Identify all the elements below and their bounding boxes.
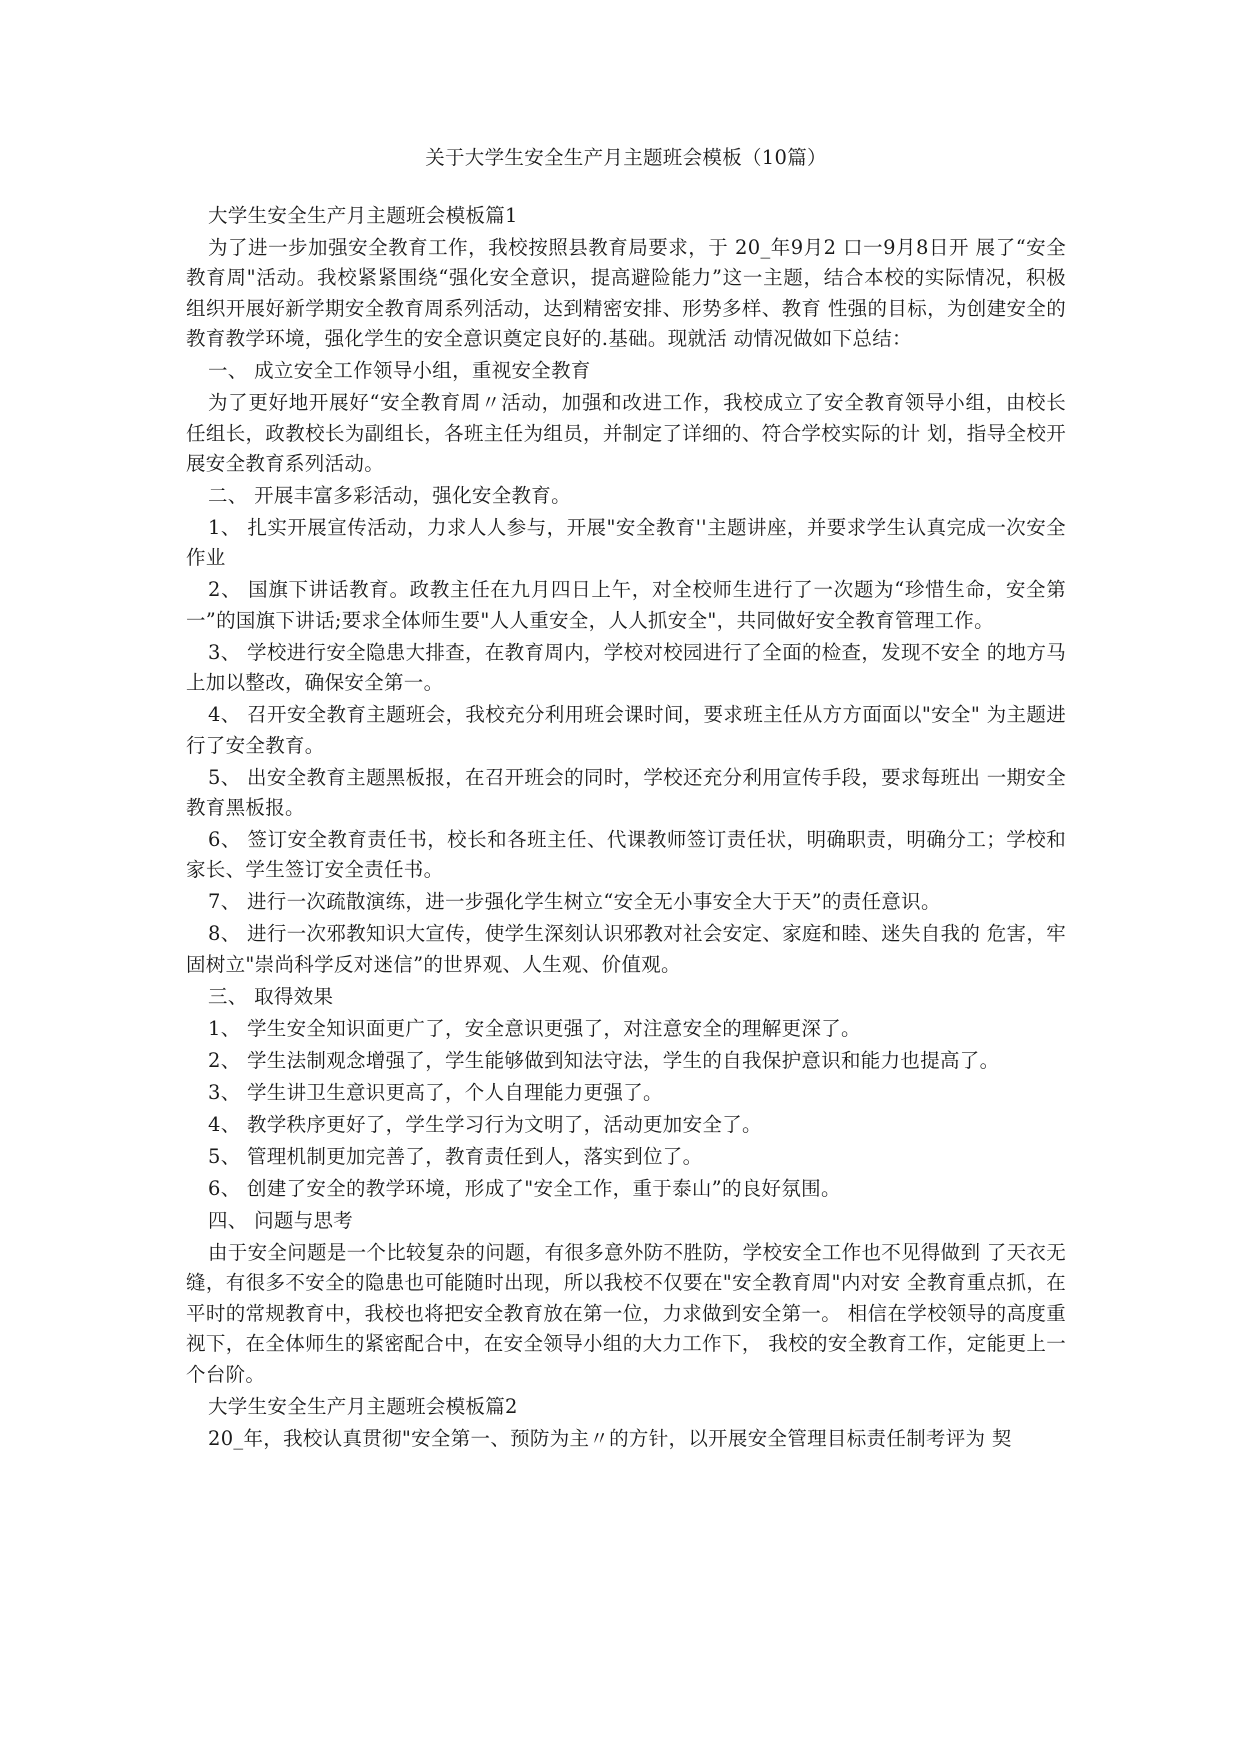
list-item: 4、 召开安全教育主题班会，我校充分利用班会课时间，要求班主任从方方面面以"安全" 为主题进行了安全教育。: [186, 703, 1066, 757]
list-item: 6、 创建了安全的教学环境，形成了"安全工作，重于泰山”的良好氛围。: [208, 1176, 841, 1200]
list-item: 6、 签订安全教育责任书，校长和各班主任、代课教师签订责任状，明确职责，明确分工；学校和家长、学生签订安全责任书。: [186, 828, 1066, 882]
paragraph: 20_年，我校认真贯彻"安全第一、预防为主〃的方针，以开展安全管理目标责任制考评为 契: [208, 1426, 1012, 1450]
section-heading: 四、 问题与思考: [208, 1208, 354, 1232]
list-item: 1、 学生安全知识面更广了，安全意识更强了，对注意安全的理解更深了。: [208, 1016, 861, 1040]
section-heading: 三、 取得效果: [208, 984, 334, 1008]
list-item: 3、 学生讲卫生意识更高了，个人自理能力更强了。: [208, 1080, 663, 1104]
document-body: [186, 143, 1066, 1456]
section-heading: 大学生安全生产月主题班会模板篇2: [208, 1394, 518, 1418]
section-heading: 大学生安全生产月主题班会模板篇1: [208, 204, 518, 227]
paragraph: 为了更好地开展好“安全教育周〃活动，加强和改进工作，我校成立了安全教育领导小组，由校长任组长，政教校长为副组长，各班主任为组员，并制定了详细的、符合学校实际的计 划，指导全校开展安全教育系列活动。: [186, 391, 1066, 476]
section-heading: 一、 成立安全工作领导小组，重视安全教育: [208, 359, 591, 383]
list-item: 7、 进行一次疏散演练，进一步强化学生树立“安全无小事安全大于天”的责任意识。: [208, 890, 941, 914]
list-item: 8、 进行一次邪教知识大宣传，使学生深刻认识邪教对社会安定、家庭和睦、迷失自我的 危害，牢固树立"崇尚科学反对迷信”的世界观、人生观、价值观。: [186, 922, 1066, 976]
paragraph: 由于安全问题是一个比较复杂的问题，有很多意外防不胜防，学校安全工作也不见得做到 了天衣无缝，有很多不安全的隐患也可能随时出现，所以我校不仅要在"安全教育周"内对安 全教育重点抓，在平时的常规教育中，我校也将把安全教育放在第一位，力求做到安全第一。 相信在学校领导的高度重视下，在全体师生的紧密配合中，在安全领导小组的大力工作下， 我校的安全教育工作，定能更上一个台阶。: [186, 1240, 1066, 1386]
list-item: 3、 学校进行安全隐患大排查，在教育周内，学校对校园进行了全面的检查，发现不安全 的地方马上加以整改，确保安全第一。: [186, 640, 1066, 695]
list-item: 2、 学生法制观念增强了，学生能够做到知法守法，学生的自我保护意识和能力也提高了。: [208, 1048, 1000, 1072]
list-item: 4、 教学秩序更好了，学生学习行为文明了，活动更加安全了。: [208, 1112, 762, 1136]
list-item: 1、 扎实开展宣传活动，力求人人参与，开展"安全教育''主题讲座，并要求学生认真完成一次安全作业: [186, 516, 1066, 570]
paragraph: 为了进一步加强安全教育工作，我校按照县教育局要求，于 20_年9月2 口一9月8日开 展了“安全教育周"活动。我校紧紧围绕“强化安全意识，提高避险能力”这一主题，结合本校的实际情况，积极组织开展好新学期安全教育周系列活动，达到精密安排、形势多样、教育 性强的目标，为创建安全的教育教学环境，强化学生的安全意识奠定良好的.基础。现就活 动情况做如下总结：: [186, 236, 1066, 351]
document-title: 关于大学生安全生产月主题班会模板（10篇）: [425, 146, 827, 169]
list-item: 2、 国旗下讲话教育。政教主任在九月四日上午，对全校师生进行了一次题为“珍惜生命，安全第一”的国旗下讲话;要求全体师生要"人人重安全，人人抓安全"，共同做好安全教育管理工作。: [186, 578, 1066, 632]
section-heading: 二、 开展丰富多彩活动，强化安全教育。: [208, 484, 571, 508]
list-item: 5、 出安全教育主题黑板报，在召开班会的同时，学校还充分利用宣传手段，要求每班出 一期安全教育黑板报。: [186, 765, 1066, 820]
list-item: 5、 管理机制更加完善了，教育责任到人，落实到位了。: [208, 1144, 703, 1168]
